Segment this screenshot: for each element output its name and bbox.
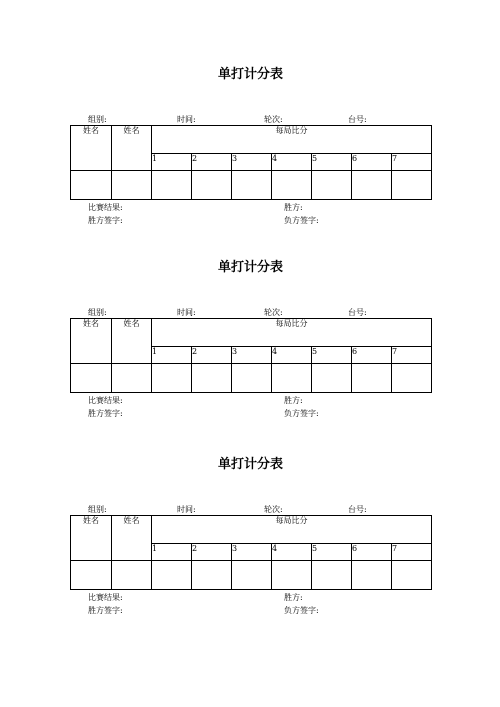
game-number-4: 4 [272, 154, 312, 171]
player-1-name-header: 姓名 [71, 319, 112, 364]
time-field-label: 时间: [177, 308, 196, 317]
game-number-7: 7 [392, 347, 432, 364]
game-4-score-cell[interactable] [272, 561, 312, 590]
game-6-score-cell[interactable] [352, 364, 392, 393]
player-2-name-header: 姓名 [112, 319, 152, 364]
game-2-score-cell[interactable] [192, 171, 232, 200]
game-number-1: 1 [152, 544, 192, 561]
game-number-6: 6 [352, 544, 392, 561]
game-number-2: 2 [192, 544, 232, 561]
player-2-name-cell[interactable] [112, 171, 152, 200]
game-number-7: 7 [392, 544, 432, 561]
game-5-score-cell[interactable] [312, 364, 352, 393]
score-table [70, 125, 432, 200]
time-field-label: 时间: [177, 505, 196, 514]
loser-signature-label: 负方签字: [284, 409, 319, 418]
score-table [70, 318, 432, 393]
match-result-label: 比赛结果: [88, 593, 123, 602]
winner-signature-label: 胜方签字: [88, 606, 123, 615]
player-2-name-header: 姓名 [112, 516, 152, 561]
game-number-2: 2 [192, 347, 232, 364]
game-number-7: 7 [392, 154, 432, 171]
winner-label: 胜方: [284, 396, 303, 405]
match-result-label: 比赛结果: [88, 203, 123, 212]
game-2-score-cell[interactable] [192, 561, 232, 590]
game-6-score-cell[interactable] [352, 171, 392, 200]
game-number-1: 1 [152, 154, 192, 171]
per-game-score-header: 每局比分 [152, 126, 432, 154]
table-number-field-label: 台号: [348, 505, 367, 514]
game-6-score-cell[interactable] [352, 561, 392, 590]
player-1-name-cell[interactable] [71, 561, 112, 590]
player-1-name-cell[interactable] [71, 171, 112, 200]
round-field-label: 轮次: [264, 505, 283, 514]
group-field-label: 组别: [88, 505, 107, 514]
game-number-5: 5 [312, 154, 352, 171]
game-number-1: 1 [152, 347, 192, 364]
winner-signature-label: 胜方签字: [88, 216, 123, 225]
game-3-score-cell[interactable] [232, 171, 272, 200]
game-5-score-cell[interactable] [312, 561, 352, 590]
winner-label: 胜方: [284, 593, 303, 602]
group-field-label: 组别: [88, 115, 107, 124]
game-1-score-cell[interactable] [152, 364, 192, 393]
game-number-4: 4 [272, 347, 312, 364]
per-game-score-header: 每局比分 [152, 319, 432, 347]
game-4-score-cell[interactable] [272, 171, 312, 200]
game-number-4: 4 [272, 544, 312, 561]
round-field-label: 轮次: [264, 308, 283, 317]
time-field-label: 时间: [177, 115, 196, 124]
game-7-score-cell[interactable] [392, 561, 432, 590]
game-4-score-cell[interactable] [272, 364, 312, 393]
game-3-score-cell[interactable] [232, 561, 272, 590]
game-5-score-cell[interactable] [312, 171, 352, 200]
game-number-6: 6 [352, 154, 392, 171]
game-1-score-cell[interactable] [152, 171, 192, 200]
game-1-score-cell[interactable] [152, 561, 192, 590]
player-2-name-cell[interactable] [112, 561, 152, 590]
sheet-title: 单打计分表 [217, 67, 283, 82]
game-2-score-cell[interactable] [192, 364, 232, 393]
group-field-label: 组别: [88, 308, 107, 317]
game-number-2: 2 [192, 154, 232, 171]
sheet-title: 单打计分表 [217, 457, 283, 472]
winner-label: 胜方: [284, 203, 303, 212]
game-number-3: 3 [232, 544, 272, 561]
game-number-6: 6 [352, 347, 392, 364]
per-game-score-header: 每局比分 [152, 516, 432, 544]
game-number-5: 5 [312, 544, 352, 561]
game-7-score-cell[interactable] [392, 364, 432, 393]
match-result-label: 比赛结果: [88, 396, 123, 405]
game-number-3: 3 [232, 154, 272, 171]
winner-signature-label: 胜方签字: [88, 409, 123, 418]
round-field-label: 轮次: [264, 115, 283, 124]
loser-signature-label: 负方签字: [284, 606, 319, 615]
player-2-name-cell[interactable] [112, 364, 152, 393]
score-table [70, 515, 432, 590]
game-3-score-cell[interactable] [232, 364, 272, 393]
player-1-name-cell[interactable] [71, 364, 112, 393]
player-1-name-header: 姓名 [71, 516, 112, 561]
sheet-title: 单打计分表 [217, 260, 283, 275]
loser-signature-label: 负方签字: [284, 216, 319, 225]
player-1-name-header: 姓名 [71, 126, 112, 171]
game-7-score-cell[interactable] [392, 171, 432, 200]
table-number-field-label: 台号: [348, 115, 367, 124]
player-2-name-header: 姓名 [112, 126, 152, 171]
game-number-5: 5 [312, 347, 352, 364]
table-number-field-label: 台号: [348, 308, 367, 317]
game-number-3: 3 [232, 347, 272, 364]
